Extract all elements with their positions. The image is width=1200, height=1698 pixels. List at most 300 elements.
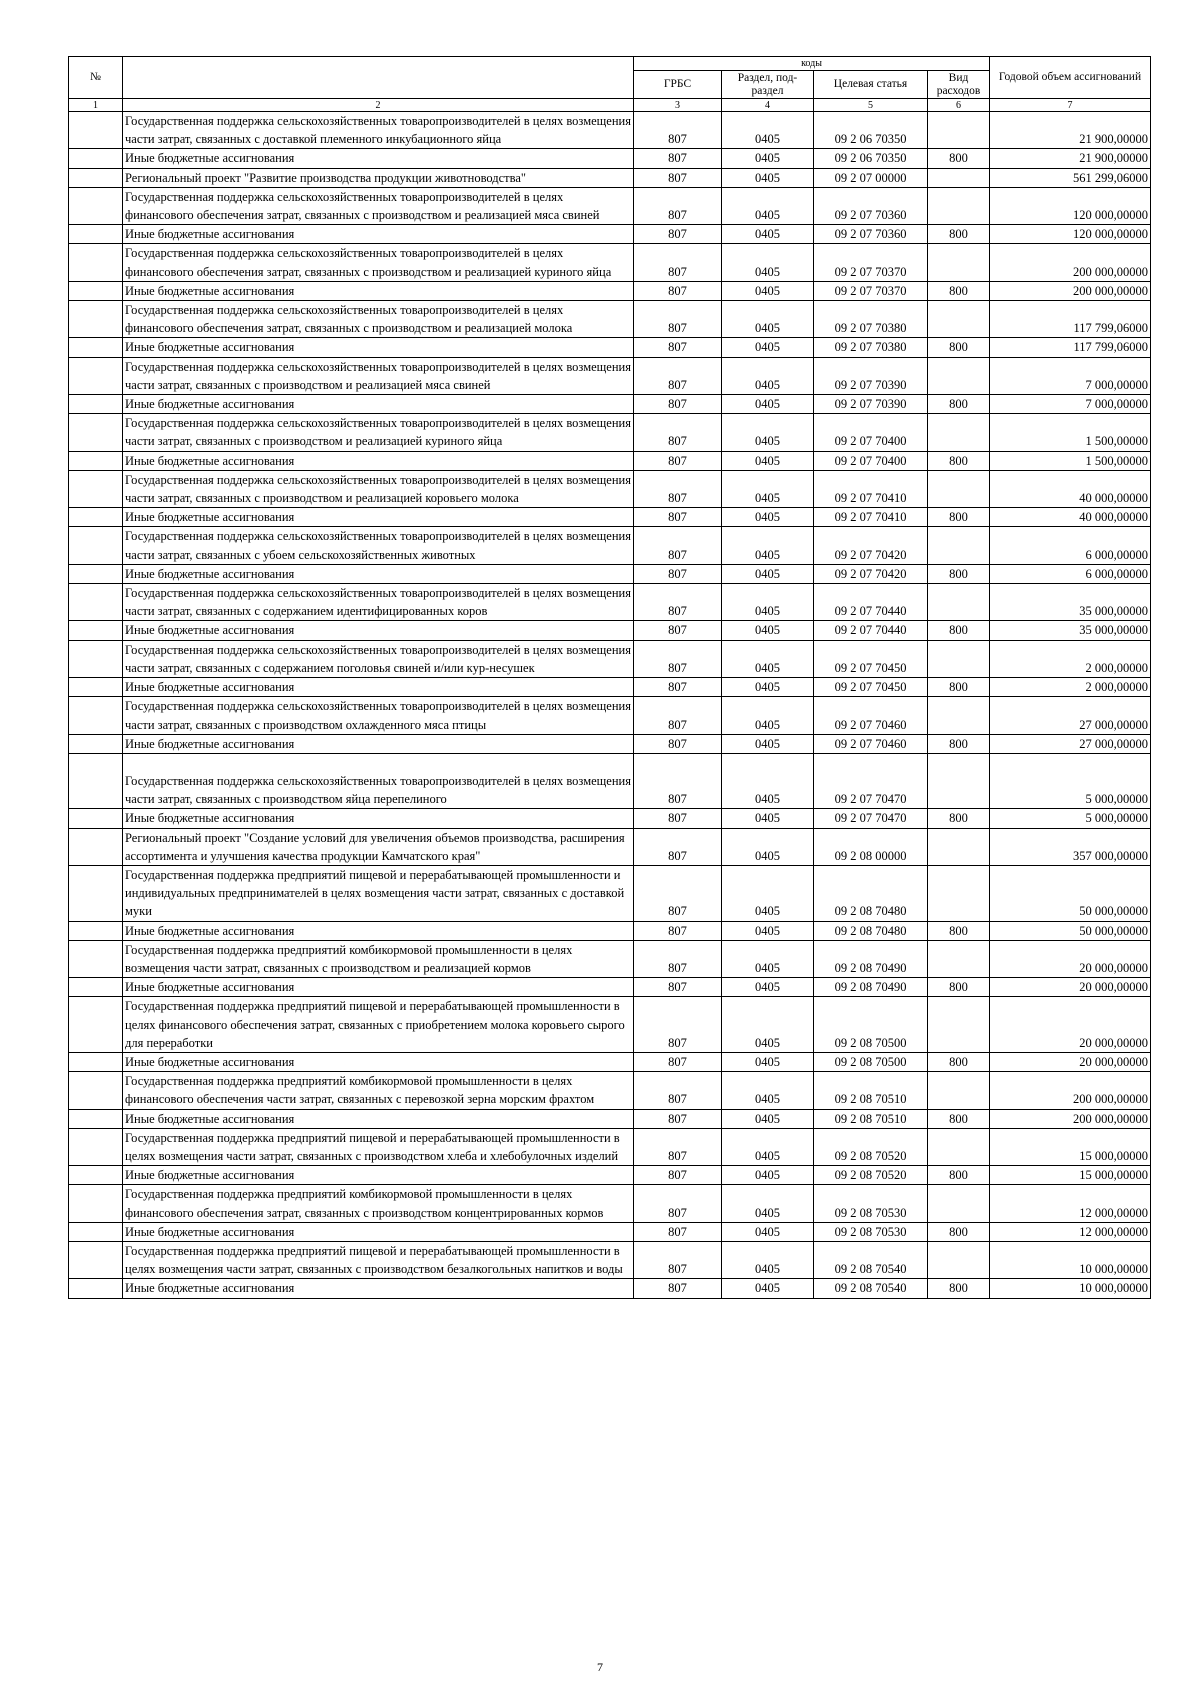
header-codes: коды [634, 57, 990, 71]
row-grbs: 807 [634, 527, 722, 564]
row-number [69, 414, 123, 451]
row-number [69, 451, 123, 470]
row-vid: 800 [928, 1279, 990, 1298]
row-razdel: 0405 [722, 809, 814, 828]
row-celevaya: 09 2 07 70450 [814, 678, 928, 697]
row-vid: 800 [928, 149, 990, 168]
row-razdel: 0405 [722, 865, 814, 921]
row-celevaya: 09 2 08 70530 [814, 1222, 928, 1241]
row-grbs: 807 [634, 451, 722, 470]
table-row [69, 584, 1151, 621]
row-razdel: 0405 [722, 187, 814, 224]
row-grbs: 807 [634, 753, 722, 808]
row-grbs: 807 [634, 1222, 722, 1241]
row-number [69, 753, 123, 808]
row-razdel: 0405 [722, 508, 814, 527]
row-grbs: 807 [634, 1185, 722, 1222]
row-vid [928, 828, 990, 865]
row-grbs: 807 [634, 828, 722, 865]
row-number [69, 678, 123, 697]
row-number [69, 1241, 123, 1278]
row-razdel: 0405 [722, 451, 814, 470]
row-vid: 800 [928, 809, 990, 828]
col-number-2: 2 [123, 99, 634, 112]
row-number [69, 244, 123, 281]
table-row [69, 357, 1151, 394]
table-row [69, 149, 1151, 168]
row-number [69, 357, 123, 394]
col-number-4: 4 [722, 99, 814, 112]
row-celevaya: 09 2 06 70350 [814, 149, 928, 168]
row-sum: 2 000,00000 [990, 678, 1151, 697]
row-description: Иные бюджетные ассигнования [123, 225, 634, 244]
row-number [69, 921, 123, 940]
row-description: Иные бюджетные ассигнования [123, 1166, 634, 1185]
row-vid [928, 697, 990, 734]
row-razdel: 0405 [722, 395, 814, 414]
row-celevaya: 09 2 07 70360 [814, 187, 928, 224]
row-number [69, 697, 123, 734]
row-number [69, 640, 123, 677]
row-vid [928, 112, 990, 149]
row-vid: 800 [928, 734, 990, 753]
row-number [69, 301, 123, 338]
row-sum: 5 000,00000 [990, 809, 1151, 828]
row-vid: 800 [928, 338, 990, 357]
row-celevaya: 09 2 06 70350 [814, 112, 928, 149]
row-grbs: 807 [634, 168, 722, 187]
row-number [69, 225, 123, 244]
row-sum: 12 000,00000 [990, 1222, 1151, 1241]
table-row [69, 697, 1151, 734]
row-number [69, 508, 123, 527]
row-celevaya: 09 2 07 70390 [814, 395, 928, 414]
row-number [69, 1185, 123, 1222]
row-celevaya: 09 2 07 70400 [814, 414, 928, 451]
row-celevaya: 09 2 07 00000 [814, 168, 928, 187]
table-row [69, 564, 1151, 583]
row-description: Государственная поддержка сельскохозяйственных товаропроизводителей в целях возмещения части затрат, связанных с доставкой племенного инкубационного яйца [123, 112, 634, 149]
row-number [69, 527, 123, 564]
row-sum: 20 000,00000 [990, 1052, 1151, 1071]
row-grbs: 807 [634, 621, 722, 640]
row-sum: 27 000,00000 [990, 697, 1151, 734]
row-vid: 800 [928, 451, 990, 470]
row-sum: 50 000,00000 [990, 921, 1151, 940]
row-vid [928, 1185, 990, 1222]
row-number [69, 564, 123, 583]
row-celevaya: 09 2 08 70520 [814, 1128, 928, 1165]
table-row [69, 244, 1151, 281]
row-sum: 6 000,00000 [990, 527, 1151, 564]
table-row [69, 678, 1151, 697]
row-description: Государственная поддержка сельскохозяйственных товаропроизводителей в целях возмещения части затрат, связанных с содержанием поголовья свиней и/или кур-несушек [123, 640, 634, 677]
table-row [69, 640, 1151, 677]
table-row [69, 451, 1151, 470]
row-celevaya: 09 2 07 70450 [814, 640, 928, 677]
row-razdel: 0405 [722, 753, 814, 808]
table-row [69, 921, 1151, 940]
row-grbs: 807 [634, 809, 722, 828]
budget-table-sheet [68, 56, 1150, 1299]
row-celevaya: 09 2 07 70370 [814, 281, 928, 300]
table-row [69, 621, 1151, 640]
row-razdel: 0405 [722, 978, 814, 997]
row-razdel: 0405 [722, 149, 814, 168]
row-vid [928, 584, 990, 621]
row-celevaya: 09 2 08 70490 [814, 978, 928, 997]
row-razdel: 0405 [722, 734, 814, 753]
row-vid [928, 1241, 990, 1278]
row-description: Государственная поддержка сельскохозяйственных товаропроизводителей в целях возмещения части затрат, связанных с производством яйца перепелиного [123, 753, 634, 808]
row-sum: 200 000,00000 [990, 1109, 1151, 1128]
row-razdel: 0405 [722, 168, 814, 187]
row-grbs: 807 [634, 187, 722, 224]
row-sum: 200 000,00000 [990, 1072, 1151, 1109]
table-row [69, 940, 1151, 977]
row-vid [928, 527, 990, 564]
row-description: Иные бюджетные ассигнования [123, 734, 634, 753]
row-sum: 27 000,00000 [990, 734, 1151, 753]
row-sum: 120 000,00000 [990, 225, 1151, 244]
row-description: Государственная поддержка сельскохозяйственных товаропроизводителей в целях финансового обеспечения затрат, связанных с производством и реализацией молока [123, 301, 634, 338]
row-razdel: 0405 [722, 301, 814, 338]
row-number [69, 809, 123, 828]
row-razdel: 0405 [722, 1128, 814, 1165]
row-description: Иные бюджетные ассигнования [123, 678, 634, 697]
row-description: Государственная поддержка предприятий пищевой и перерабатывающей промышленности в целях финансового обеспечения затрат, связанных с приобретением молока коровьего сырого для переработки [123, 997, 634, 1053]
table-row [69, 1072, 1151, 1109]
table-row [69, 1109, 1151, 1128]
row-sum: 20 000,00000 [990, 940, 1151, 977]
row-celevaya: 09 2 07 70360 [814, 225, 928, 244]
row-celevaya: 09 2 07 70460 [814, 697, 928, 734]
row-celevaya: 09 2 07 70470 [814, 809, 928, 828]
row-description: Государственная поддержка предприятий комбикормовой промышленности в целях возмещения части затрат, связанных с производством и реализацией кормов [123, 940, 634, 977]
row-razdel: 0405 [722, 527, 814, 564]
row-number [69, 940, 123, 977]
row-vid [928, 414, 990, 451]
row-celevaya: 09 2 07 70390 [814, 357, 928, 394]
row-number [69, 584, 123, 621]
row-description: Иные бюджетные ассигнования [123, 508, 634, 527]
header-grbs: ГРБС [634, 71, 722, 99]
row-sum: 10 000,00000 [990, 1279, 1151, 1298]
row-sum: 5 000,00000 [990, 753, 1151, 808]
row-number [69, 1128, 123, 1165]
row-sum: 15 000,00000 [990, 1128, 1151, 1165]
row-number [69, 1279, 123, 1298]
row-vid: 800 [928, 1109, 990, 1128]
row-sum: 200 000,00000 [990, 244, 1151, 281]
row-vid [928, 1072, 990, 1109]
table-row [69, 338, 1151, 357]
row-vid [928, 301, 990, 338]
header-celevaya: Целевая статья [814, 71, 928, 99]
row-number [69, 734, 123, 753]
row-vid: 800 [928, 678, 990, 697]
row-celevaya: 09 2 07 70410 [814, 508, 928, 527]
row-number [69, 281, 123, 300]
row-razdel: 0405 [722, 1052, 814, 1071]
row-sum: 35 000,00000 [990, 621, 1151, 640]
row-sum: 21 900,00000 [990, 112, 1151, 149]
row-celevaya: 09 2 08 70500 [814, 997, 928, 1053]
row-sum: 1 500,00000 [990, 451, 1151, 470]
table-row [69, 865, 1151, 921]
row-razdel: 0405 [722, 828, 814, 865]
row-sum: 20 000,00000 [990, 997, 1151, 1053]
row-grbs: 807 [634, 1241, 722, 1278]
row-razdel: 0405 [722, 1166, 814, 1185]
row-vid [928, 753, 990, 808]
row-description: Государственная поддержка сельскохозяйственных товаропроизводителей в целях возмещения части затрат, связанных с производством и реализацией коровьего молока [123, 470, 634, 507]
row-razdel: 0405 [722, 281, 814, 300]
row-grbs: 807 [634, 508, 722, 527]
row-number [69, 470, 123, 507]
row-sum: 1 500,00000 [990, 414, 1151, 451]
table-row [69, 281, 1151, 300]
row-grbs: 807 [634, 470, 722, 507]
row-sum: 561 299,06000 [990, 168, 1151, 187]
table-row [69, 168, 1151, 187]
row-description: Государственная поддержка сельскохозяйственных товаропроизводителей в целях финансового обеспечения затрат, связанных с производством и реализацией куриного яйца [123, 244, 634, 281]
header-description [123, 57, 634, 99]
header-vid: Вид расходов [928, 71, 990, 99]
row-vid: 800 [928, 1166, 990, 1185]
row-sum: 117 799,06000 [990, 301, 1151, 338]
row-razdel: 0405 [722, 564, 814, 583]
row-grbs: 807 [634, 997, 722, 1053]
row-sum: 50 000,00000 [990, 865, 1151, 921]
row-razdel: 0405 [722, 621, 814, 640]
col-number-5: 5 [814, 99, 928, 112]
header-num: № [69, 57, 123, 99]
row-number [69, 997, 123, 1053]
row-description: Государственная поддержка предприятий пищевой и перерабатывающей промышленности и индивидуальных предпринимателей в целях возмещения части затрат, связанных с доставкой муки [123, 865, 634, 921]
row-description: Иные бюджетные ассигнования [123, 1279, 634, 1298]
row-celevaya: 09 2 08 70500 [814, 1052, 928, 1071]
row-description: Иные бюджетные ассигнования [123, 1052, 634, 1071]
row-grbs: 807 [634, 112, 722, 149]
row-razdel: 0405 [722, 940, 814, 977]
row-number [69, 1052, 123, 1071]
row-razdel: 0405 [722, 1241, 814, 1278]
row-description: Государственная поддержка сельскохозяйственных товаропроизводителей в целях финансового обеспечения затрат, связанных с производством и реализацией мяса свиней [123, 187, 634, 224]
table-row [69, 1052, 1151, 1071]
row-number [69, 1072, 123, 1109]
row-grbs: 807 [634, 301, 722, 338]
row-grbs: 807 [634, 865, 722, 921]
row-razdel: 0405 [722, 414, 814, 451]
row-description: Государственная поддержка предприятий комбикормовой промышленности в целях финансового обеспечения части затрат, связанных с перевозкой зерна морским фрахтом [123, 1072, 634, 1109]
row-vid [928, 1128, 990, 1165]
row-description: Иные бюджетные ассигнования [123, 621, 634, 640]
row-vid: 800 [928, 1052, 990, 1071]
row-celevaya: 09 2 08 70510 [814, 1072, 928, 1109]
header-annual: Годовой объем ассигнований [990, 57, 1151, 99]
row-grbs: 807 [634, 225, 722, 244]
row-description: Иные бюджетные ассигнования [123, 1109, 634, 1128]
row-number [69, 828, 123, 865]
table-row [69, 527, 1151, 564]
row-grbs: 807 [634, 734, 722, 753]
row-description: Иные бюджетные ассигнования [123, 149, 634, 168]
row-vid: 800 [928, 395, 990, 414]
row-number [69, 1109, 123, 1128]
row-sum: 357 000,00000 [990, 828, 1151, 865]
table-body [69, 112, 1151, 1299]
col-number-1: 1 [69, 99, 123, 112]
table-row [69, 1128, 1151, 1165]
row-celevaya: 09 2 08 70490 [814, 940, 928, 977]
table-row [69, 508, 1151, 527]
row-grbs: 807 [634, 357, 722, 394]
row-grbs: 807 [634, 414, 722, 451]
table-row [69, 1185, 1151, 1222]
table-row [69, 112, 1151, 149]
row-vid [928, 470, 990, 507]
row-celevaya: 09 2 08 70480 [814, 865, 928, 921]
header-razdel: Раздел, под- раздел [722, 71, 814, 99]
row-celevaya: 09 2 07 70470 [814, 753, 928, 808]
table-row [69, 187, 1151, 224]
row-number [69, 1166, 123, 1185]
row-grbs: 807 [634, 1052, 722, 1071]
row-description: Иные бюджетные ассигнования [123, 1222, 634, 1241]
row-description: Государственная поддержка предприятий пищевой и перерабатывающей промышленности в целях возмещения части затрат, связанных с производством хлеба и хлебобулочных изделий [123, 1128, 634, 1165]
row-celevaya: 09 2 07 70420 [814, 564, 928, 583]
col-number-7: 7 [990, 99, 1151, 112]
row-celevaya: 09 2 08 70510 [814, 1109, 928, 1128]
row-celevaya: 09 2 08 70480 [814, 921, 928, 940]
row-grbs: 807 [634, 1279, 722, 1298]
row-grbs: 807 [634, 584, 722, 621]
row-grbs: 807 [634, 940, 722, 977]
row-grbs: 807 [634, 640, 722, 677]
row-grbs: 807 [634, 338, 722, 357]
row-description: Государственная поддержка сельскохозяйственных товаропроизводителей в целях возмещения части затрат, связанных с убоем сельскохозяйственных животных [123, 527, 634, 564]
row-celevaya: 09 2 07 70380 [814, 338, 928, 357]
budget-table [68, 56, 1151, 1299]
row-vid: 800 [928, 281, 990, 300]
row-number [69, 112, 123, 149]
row-razdel: 0405 [722, 225, 814, 244]
row-razdel: 0405 [722, 1072, 814, 1109]
row-description: Иные бюджетные ассигнования [123, 921, 634, 940]
row-description: Иные бюджетные ассигнования [123, 281, 634, 300]
table-row [69, 828, 1151, 865]
row-celevaya: 09 2 07 70420 [814, 527, 928, 564]
table-row [69, 470, 1151, 507]
row-grbs: 807 [634, 1109, 722, 1128]
row-vid: 800 [928, 564, 990, 583]
row-grbs: 807 [634, 281, 722, 300]
row-number [69, 149, 123, 168]
row-number [69, 865, 123, 921]
row-vid: 800 [928, 621, 990, 640]
table-row [69, 997, 1151, 1053]
row-number [69, 338, 123, 357]
col-number-6: 6 [928, 99, 990, 112]
row-celevaya: 09 2 07 70440 [814, 621, 928, 640]
row-razdel: 0405 [722, 1279, 814, 1298]
row-description: Региональный проект "Развитие производства продукции животноводства" [123, 168, 634, 187]
row-sum: 15 000,00000 [990, 1166, 1151, 1185]
row-razdel: 0405 [722, 640, 814, 677]
table-row [69, 734, 1151, 753]
row-razdel: 0405 [722, 678, 814, 697]
row-grbs: 807 [634, 564, 722, 583]
row-razdel: 0405 [722, 1222, 814, 1241]
row-number [69, 395, 123, 414]
row-celevaya: 09 2 07 70460 [814, 734, 928, 753]
row-razdel: 0405 [722, 112, 814, 149]
row-celevaya: 09 2 07 70400 [814, 451, 928, 470]
row-razdel: 0405 [722, 997, 814, 1053]
row-description: Иные бюджетные ассигнования [123, 451, 634, 470]
row-celevaya: 09 2 07 70370 [814, 244, 928, 281]
row-sum: 10 000,00000 [990, 1241, 1151, 1278]
table-row [69, 225, 1151, 244]
row-sum: 6 000,00000 [990, 564, 1151, 583]
row-grbs: 807 [634, 149, 722, 168]
row-razdel: 0405 [722, 697, 814, 734]
row-sum: 7 000,00000 [990, 357, 1151, 394]
row-number [69, 1222, 123, 1241]
row-grbs: 807 [634, 1128, 722, 1165]
table-header [69, 57, 1151, 112]
row-description: Иные бюджетные ассигнования [123, 564, 634, 583]
row-sum: 117 799,06000 [990, 338, 1151, 357]
row-sum: 21 900,00000 [990, 149, 1151, 168]
row-celevaya: 09 2 08 70540 [814, 1279, 928, 1298]
row-sum: 120 000,00000 [990, 187, 1151, 224]
page-number: 7 [597, 1660, 603, 1674]
row-sum: 2 000,00000 [990, 640, 1151, 677]
row-vid [928, 640, 990, 677]
row-grbs: 807 [634, 678, 722, 697]
table-row [69, 978, 1151, 997]
row-razdel: 0405 [722, 1109, 814, 1128]
row-celevaya: 09 2 08 70530 [814, 1185, 928, 1222]
row-description: Государственная поддержка сельскохозяйственных товаропроизводителей в целях возмещения части затрат, связанных с производством и реализацией куриного яйца [123, 414, 634, 451]
row-description: Иные бюджетные ассигнования [123, 395, 634, 414]
row-grbs: 807 [634, 1072, 722, 1109]
row-description: Иные бюджетные ассигнования [123, 978, 634, 997]
row-description: Иные бюджетные ассигнования [123, 809, 634, 828]
row-number [69, 168, 123, 187]
row-grbs: 807 [634, 697, 722, 734]
row-grbs: 807 [634, 395, 722, 414]
row-description: Региональный проект "Создание условий для увеличения объемов производства, расширения ассортимента и улучшения качества продукции Камчатского края" [123, 828, 634, 865]
table-row [69, 395, 1151, 414]
row-razdel: 0405 [722, 244, 814, 281]
table-row [69, 301, 1151, 338]
row-vid [928, 187, 990, 224]
table-row [69, 1222, 1151, 1241]
row-vid: 800 [928, 225, 990, 244]
row-celevaya: 09 2 07 70380 [814, 301, 928, 338]
row-sum: 35 000,00000 [990, 584, 1151, 621]
row-celevaya: 09 2 08 70520 [814, 1166, 928, 1185]
row-grbs: 807 [634, 978, 722, 997]
row-sum: 40 000,00000 [990, 470, 1151, 507]
table-row [69, 809, 1151, 828]
row-sum: 200 000,00000 [990, 281, 1151, 300]
row-description: Государственная поддержка сельскохозяйственных товаропроизводителей в целях возмещения части затрат, связанных с содержанием идентифицированных коров [123, 584, 634, 621]
row-description: Государственная поддержка предприятий пищевой и перерабатывающей промышленности в целях возмещения части затрат, связанных с производством безалкогольных напитков и воды [123, 1241, 634, 1278]
